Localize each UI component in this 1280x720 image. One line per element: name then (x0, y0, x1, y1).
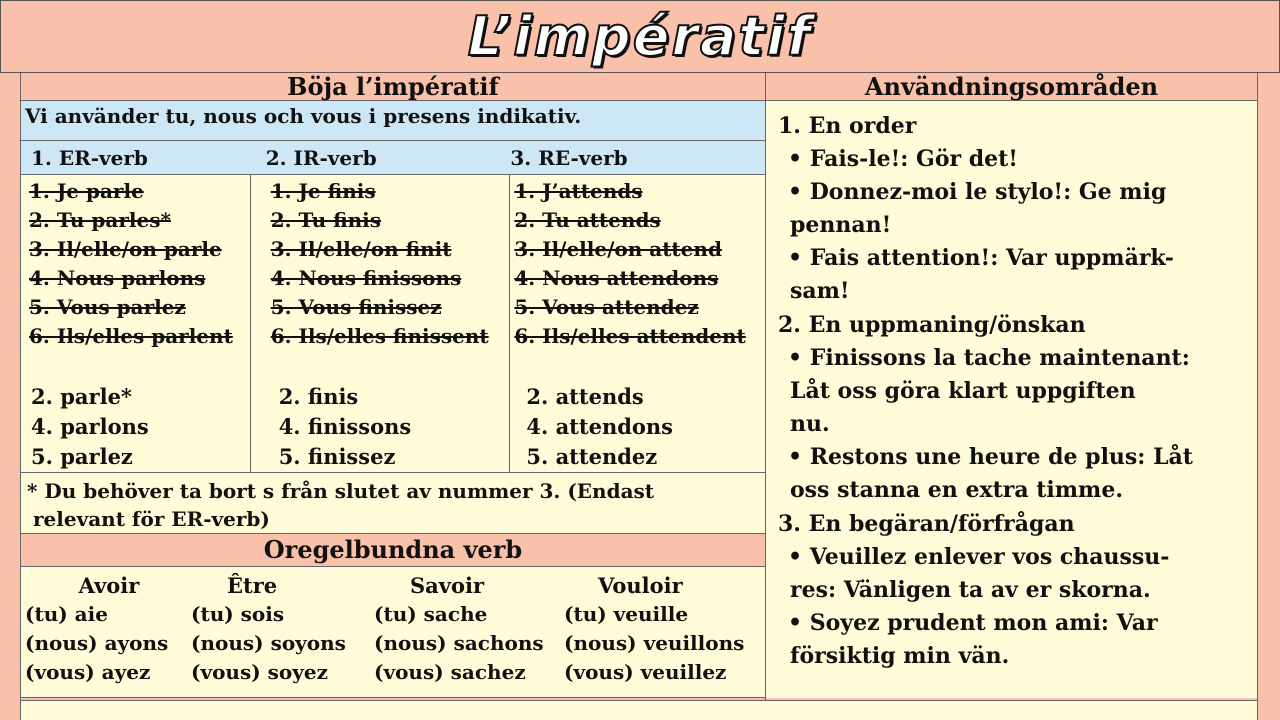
struck-form: 6. Ils/elles parlent (29, 324, 233, 348)
irregular-column-etre (191, 571, 371, 687)
imperative-form: 2. finis (278, 384, 359, 409)
conjugation-table (21, 175, 765, 473)
usage-example: • Finissons la tache maintenant: (788, 345, 1190, 371)
conjugation-column-ir (250, 175, 510, 472)
struck-forms-ir (271, 177, 489, 351)
irregular-verb-name: Avoir (78, 573, 140, 598)
footnote-line: * Du behöver ta bort s från slutet av nummer 3. (Endast (27, 479, 655, 503)
verb-group-header-row (21, 141, 765, 175)
irregular-column-avoir (25, 571, 193, 687)
struck-form: 5. Vous parlez (29, 295, 186, 319)
struck-form: 2. Tu finis (270, 208, 382, 232)
irregular-form: (nous) soyons (191, 631, 346, 655)
struck-form: 3. Il/elle/on attend (514, 237, 722, 261)
imperative-form: 4. parlons (31, 414, 149, 439)
usage-example-cont: res: Vänligen ta av er skorna. (790, 577, 1151, 603)
irregular-verb-name: Être (227, 573, 278, 598)
imperative-form: 5. finissez (278, 444, 396, 469)
imperative-form: 5. attendez (526, 444, 658, 469)
usage-example: • Fais-le!: Gör det! (788, 146, 1018, 172)
usage-example: • Donnez-moi le stylo!: Ge mig (788, 179, 1167, 205)
struck-forms-re (514, 177, 745, 351)
irregular-form: (nous) veuillons (564, 631, 745, 655)
usage-example-cont: nu. (790, 411, 830, 437)
usage-list (766, 101, 1257, 698)
usage-example-cont: försiktig min vän. (790, 643, 1010, 669)
irregular-form: (vous) soyez (191, 660, 328, 684)
irregular-heading: Oregelbundna verb (21, 534, 765, 567)
imperative-form: 4. attendons (526, 414, 673, 439)
irregular-form: (tu) sois (191, 602, 285, 626)
imperative-form: 5. parlez (31, 444, 133, 469)
struck-form: 3. Il/elle/on finit (270, 237, 452, 261)
imperative-form: 2. parle* (31, 384, 132, 409)
irregular-verbs-table (21, 567, 765, 698)
usage-example-cont: sam! (790, 278, 850, 304)
struck-form: 6. Ils/elles attendent (514, 324, 746, 348)
struck-form: 5. Vous finissez (270, 295, 442, 319)
usage-section-title: 2. En uppmaning/önskan (778, 312, 1086, 338)
usage-panel (765, 73, 1258, 700)
conjugation-column-er (21, 175, 250, 472)
struck-form: 4. Nous attendons (514, 266, 719, 290)
group-label-er: 1. ER-verb (31, 146, 148, 170)
struck-form: 6. Ils/elles finissent (270, 324, 489, 348)
struck-form: 1. J’attends (514, 179, 643, 203)
imperative-form: 2. attends (526, 384, 644, 409)
usage-example-cont: pennan! (790, 212, 892, 238)
conjugation-heading: Böja l’impératif (21, 73, 765, 101)
struck-form: 3. Il/elle/on parle (29, 237, 222, 261)
irregular-form: (nous) sachons (374, 631, 544, 655)
irregular-verb-name: Savoir (410, 573, 485, 598)
struck-form: 2. Tu parles* (29, 208, 171, 232)
irregular-form: (vous) veuillez (564, 660, 727, 684)
conjugation-panel (20, 73, 765, 700)
bottom-strip (20, 700, 1258, 720)
imperative-form: 4. finissons (278, 414, 412, 439)
struck-form: 4. Nous parlons (29, 266, 206, 290)
struck-form: 1. Je parle (29, 179, 144, 203)
footnote-line: relevant för ER-verb) (33, 507, 270, 531)
usage-example: • Fais attention!: Var uppmärk- (788, 245, 1174, 271)
irregular-form: (tu) aie (25, 602, 108, 626)
struck-forms-er (29, 177, 233, 351)
usage-section-title: 3. En begäran/förfrågan (778, 511, 1075, 537)
imperative-forms-re (526, 382, 673, 472)
irregular-form: (nous) ayons (25, 631, 169, 655)
usage-example-cont: oss stanna en extra timme. (790, 477, 1123, 503)
intro-text: Vi använder tu, nous och vous i presens indikativ. (21, 101, 765, 141)
imperative-forms-er (31, 382, 149, 472)
usage-example-cont: Låt oss göra klart uppgiften (790, 378, 1136, 404)
irregular-column-vouloir (564, 571, 764, 687)
struck-form: 2. Tu attends (514, 208, 661, 232)
struck-form: 5. Vous attendez (514, 295, 699, 319)
imperative-forms-ir (279, 382, 412, 472)
irregular-form: (tu) veuille (564, 602, 689, 626)
page-title: L’impératif (467, 4, 813, 68)
struck-form: 1. Je finis (270, 179, 376, 203)
usage-example: • Veuillez enlever vos chaussu- (788, 544, 1170, 570)
usage-section-title: 1. En order (778, 113, 917, 139)
title-bar (0, 0, 1280, 73)
struck-form: 4. Nous finissons (270, 266, 462, 290)
irregular-form: (vous) ayez (25, 660, 151, 684)
irregular-form: (vous) sachez (374, 660, 526, 684)
group-label-re: 3. RE-verb (510, 146, 628, 170)
usage-example: • Soyez prudent mon ami: Var (788, 610, 1158, 636)
usage-example: • Restons une heure de plus: Låt (788, 444, 1193, 470)
irregular-verb-name: Vouloir (598, 573, 683, 598)
usage-heading: Användningsområden (766, 73, 1257, 101)
group-label-ir: 2. IR-verb (265, 146, 377, 170)
irregular-column-savoir (374, 571, 564, 687)
footnote (21, 473, 765, 534)
irregular-form: (tu) sache (374, 602, 488, 626)
conjugation-column-re (509, 175, 765, 472)
